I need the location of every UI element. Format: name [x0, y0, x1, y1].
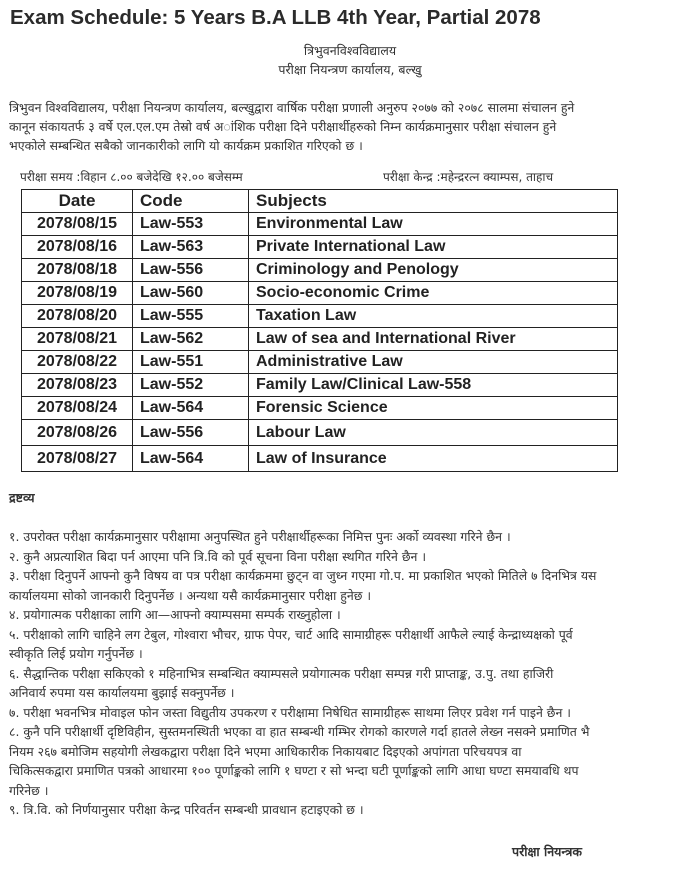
code-cell: Law-556 [133, 420, 249, 446]
date-cell: 2078/08/19 [22, 282, 133, 305]
date-cell: 2078/08/27 [22, 446, 133, 472]
subject-cell: Taxation Law [249, 305, 618, 328]
table-row [22, 305, 618, 328]
note-line: ७. परीक्षा भवनभित्र मोवाइल फोन जस्ता विद्युतीय उपकरण र परीक्षामा निषेधित सामाग्रीहरू साथमा लिएर प्रवेश गर्न पाइने छैन । [9, 704, 571, 720]
date-cell: 2078/08/24 [22, 397, 133, 420]
code-cell: Law-552 [133, 374, 249, 397]
notes-list [9, 527, 699, 820]
column-header-subjects: Subjects [249, 190, 618, 213]
note-line: चिकित्सकद्वारा प्रमाणित पत्रको आधारमा १०० पूर्णाङ्कको लागि १ घण्टा र सो भन्दा घटी पूर्णाङ्कको लागि आधा घण्टा समयावधि थप [9, 763, 579, 778]
note-line: गरिनेछ । [9, 782, 49, 798]
note-line: १. उपरोक्त परीक्षा कार्यक्रमानुसार परीक्षामा अनुपस्थित हुने परीक्षार्थीहरूका निमित्त पुनः अर्को व्यवस्था गरिने छैन । [9, 529, 511, 544]
subject-cell: Criminology and Penology [249, 259, 618, 282]
date-cell: 2078/08/20 [22, 305, 133, 328]
table-row [22, 282, 618, 305]
date-cell: 2078/08/23 [22, 374, 133, 397]
table-row [22, 236, 618, 259]
page-title: Exam Schedule: 5 Years B.A LLB 4th Year, Partial 2078 [10, 6, 541, 29]
note-line: स्वीकृति लिई प्रयोग गर्नुपर्नेछ । [9, 646, 143, 661]
intro-line: भएकोले सम्बन्धित सबैको जानकारीको लागि यो कार्यक्रम प्रकाशित गरिएको छ । [9, 138, 363, 153]
university-name: त्रिभुवनविश्वविद्यालय [303, 43, 397, 58]
subject-cell: Socio-economic Crime [249, 282, 618, 305]
table-row [22, 328, 618, 351]
column-header-code: Code [133, 190, 249, 213]
note-line: ६. सैद्धान्तिक परीक्षा सकिएको १ महिनाभित्र सम्बन्धित क्याम्पसले प्रयोगात्मक परीक्षा सम्पन्न गरी प्राप्ताङ्क, उ.पु. तथा हाजिरी [9, 665, 554, 681]
subject-cell: Labour Law [249, 420, 618, 446]
table-row [22, 420, 618, 446]
exam-time: परीक्षा समय :विहान ८.०० बजेदेखि १२.०० बजेसम्म [20, 170, 243, 184]
notes-heading: द्रष्टव्य [9, 490, 35, 505]
subject-cell: Law of sea and International River [249, 328, 618, 351]
code-cell: Law-553 [133, 213, 249, 236]
date-cell: 2078/08/21 [22, 328, 133, 351]
code-cell: Law-551 [133, 351, 249, 374]
code-cell: Law-563 [133, 236, 249, 259]
code-cell: Law-564 [133, 397, 249, 420]
code-cell: Law-555 [133, 305, 249, 328]
note-line: ४. प्रयोगात्मक परीक्षाका लागि आ—आफ्नो क्याम्पसमा सम्पर्क राख्नुहोला । [9, 607, 341, 622]
date-cell: 2078/08/18 [22, 259, 133, 282]
subject-cell: Law of Insurance [249, 446, 618, 472]
signature: परीक्षा नियन्त्रक [512, 844, 582, 859]
code-cell: Law-564 [133, 446, 249, 472]
code-cell: Law-562 [133, 328, 249, 351]
table-row [22, 259, 618, 282]
table-row [22, 446, 618, 472]
table-header-row [22, 190, 618, 213]
intro-line: कानून संकायतर्फ ३ वर्षे एल.एल.एम तेस्रो वर्ष अांशिक परीक्षा दिने परीक्षार्थीहरुको निम्न कार्यक्रमानुसार परीक्षा संचालन हुने [9, 119, 557, 134]
note-line: २. कुनै अप्रत्याशित बिदा पर्न आएमा पनि त्रि.वि को पूर्व सूचना विना परीक्षा स्थगित गरिने छैन । [9, 548, 427, 564]
schedule-table [21, 189, 618, 472]
note-line: ८. कुनै पनि परीक्षार्थी दृष्टिविहीन, सुस्तमनस्थिती भएका वा हात सम्बन्धी गम्भिर रोगको कारणले गर्दा हातले लेख्न नसक्ने प्रमाणित भै [9, 724, 590, 739]
subject-cell: Environmental Law [249, 213, 618, 236]
date-cell: 2078/08/16 [22, 236, 133, 259]
subject-cell: Family Law/Clinical Law-558 [249, 374, 618, 397]
subject-cell: Private International Law [249, 236, 618, 259]
note-line: ३. परीक्षा दिनुपर्ने आफ्नो कुनै विषय वा पत्र परीक्षा कार्यक्रममा छुट्न वा जुध्न गएमा गो.प. मा प्रकाशित भएको मितिले ७ दिनभित्र यस [9, 568, 597, 583]
table-row [22, 397, 618, 420]
note-line: नियम २६७ बमोजिम सहयोगी लेखकद्वारा परीक्षा दिने भएमा आधिकारीक निकायबाट दिइएको अपांगता परिचयपत्र वा [9, 743, 522, 759]
note-line: ५. परीक्षाको लागि चाहिने लग टेबुल, गोश्वारा भौचर, ग्राफ पेपर, चार्ट आदि सामाग्रीहरू परीक्षार्थी आफैले ल्याई केन्द्राध्यक्षको पूर्व [9, 626, 573, 642]
code-cell: Law-556 [133, 259, 249, 282]
column-header-date: Date [22, 190, 133, 213]
table-row [22, 351, 618, 374]
date-cell: 2078/08/26 [22, 420, 133, 446]
intro-paragraph [9, 98, 694, 155]
note-line: कार्यालयमा सोको जानकारी दिनुपर्नेछ । अन्यथा यसै कार्यक्रमानुसार परीक्षा हुनेछ । [9, 587, 372, 603]
date-cell: 2078/08/15 [22, 213, 133, 236]
subject-cell: Administrative Law [249, 351, 618, 374]
note-line: अनिवार्य रुपमा यस कार्यालयमा बुझाई सक्नुपर्नेछ । [9, 685, 235, 700]
table-row [22, 374, 618, 397]
note-line: ९. त्रि.वि. को निर्णयानुसार परीक्षा केन्द्र परिवर्तन सम्बन्धी प्रावधान हटाइएको छ । [9, 802, 364, 817]
exam-center: परीक्षा केन्द्र :महेन्द्ररत्न क्याम्पस, ताहाच [383, 170, 554, 184]
code-cell: Law-560 [133, 282, 249, 305]
table-row [22, 213, 618, 236]
intro-line: त्रिभुवन विश्वविद्यालय, परीक्षा नियन्त्रण कार्यालय, बल्खुद्वारा वार्षिक परीक्षा प्रणाली अनुरुप २०७७ को २०७८ सालमा संचालन हुने [9, 100, 575, 115]
date-cell: 2078/08/22 [22, 351, 133, 374]
office-name: परीक्षा नियन्त्रण कार्यालय, बल्खु [278, 62, 422, 77]
subject-cell: Forensic Science [249, 397, 618, 420]
